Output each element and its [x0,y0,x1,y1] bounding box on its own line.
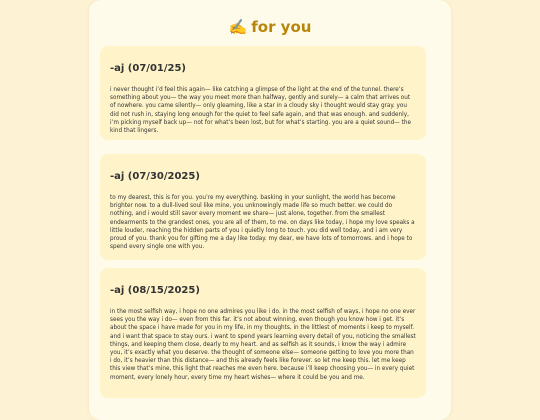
letter-heading: -aj (07/01/25) [110,63,187,74]
letter-card [100,268,426,398]
letter-body: i never thought i’d feel this again— like catching a glimpse of the light at the end of the tunnel. there’s something about you— the way you meet more than halfway, gently and surely— a calm that arrives out of nowhere. you came silently— only gleaming, like a star in a cloudy sky i thought would stay gray. you did not rush in, staying long enough for the quiet to feel safe again, and that was enough. and suddenly, i’m picking myself back up— not for what’s been lost, but for what’s starting. you are a quiet sound— the kind that lingers. [110,87,412,135]
letter-heading: -aj (08/15/2025) [110,285,200,296]
letter-body: to my dearest, this is for you. you’re my everything. basking in your sunlight, the world has become brighter now. to a dull-lived soul like mine, you unknowingly made life so much better. we could do nothing, and i would still savor every moment we share— just alone, together. from the smallest endearments to the grandest ones, you are all of them, to me. on days like today, i hope my love speaks a little louder, reaching the hidden parts of you i quietly long to touch. you did well today, and i am very proud of you. thank you for gifting me a day like today. my dear, we have lots of tomorrows. and i hope to spend every single one with you. [110,195,415,251]
letter-heading: -aj (07/30/2025) [110,171,200,182]
page-title [89,18,451,36]
page-title-text: for you [251,18,312,36]
letter-card [100,154,426,260]
letter-card [100,46,426,140]
writing-hand-icon: ✍️ [228,18,248,36]
letter-body: in the most selfish way, i hope no one admires you like i do. in the most selfish of ways, i hope no one ever sees you the way i do— even from this far. it’s not about winning, even though you know how i get. it’s about the space i have made for you in my life, in my thoughts, in the littlest of moments i keep to myself. and i want that space to stay ours. i want to spend years learning every detail of you, noticing the smallest things, and keeping them close, dearly to my heart. and as selfish as it sounds, i know the way i admire you, it’s exactly what you deserve. the thought of someone else— someone getting to love you more than i do, it’s heavier than this distance— and this already feels like forever. so let me keep this. let me keep this view that’s mine, this light that reaches me even here. because i’ll keep choosing you— in every quiet moment, every lonely hour, every time my heart wishes— where it could be you and me. [110,309,416,381]
letters-page [89,0,451,420]
